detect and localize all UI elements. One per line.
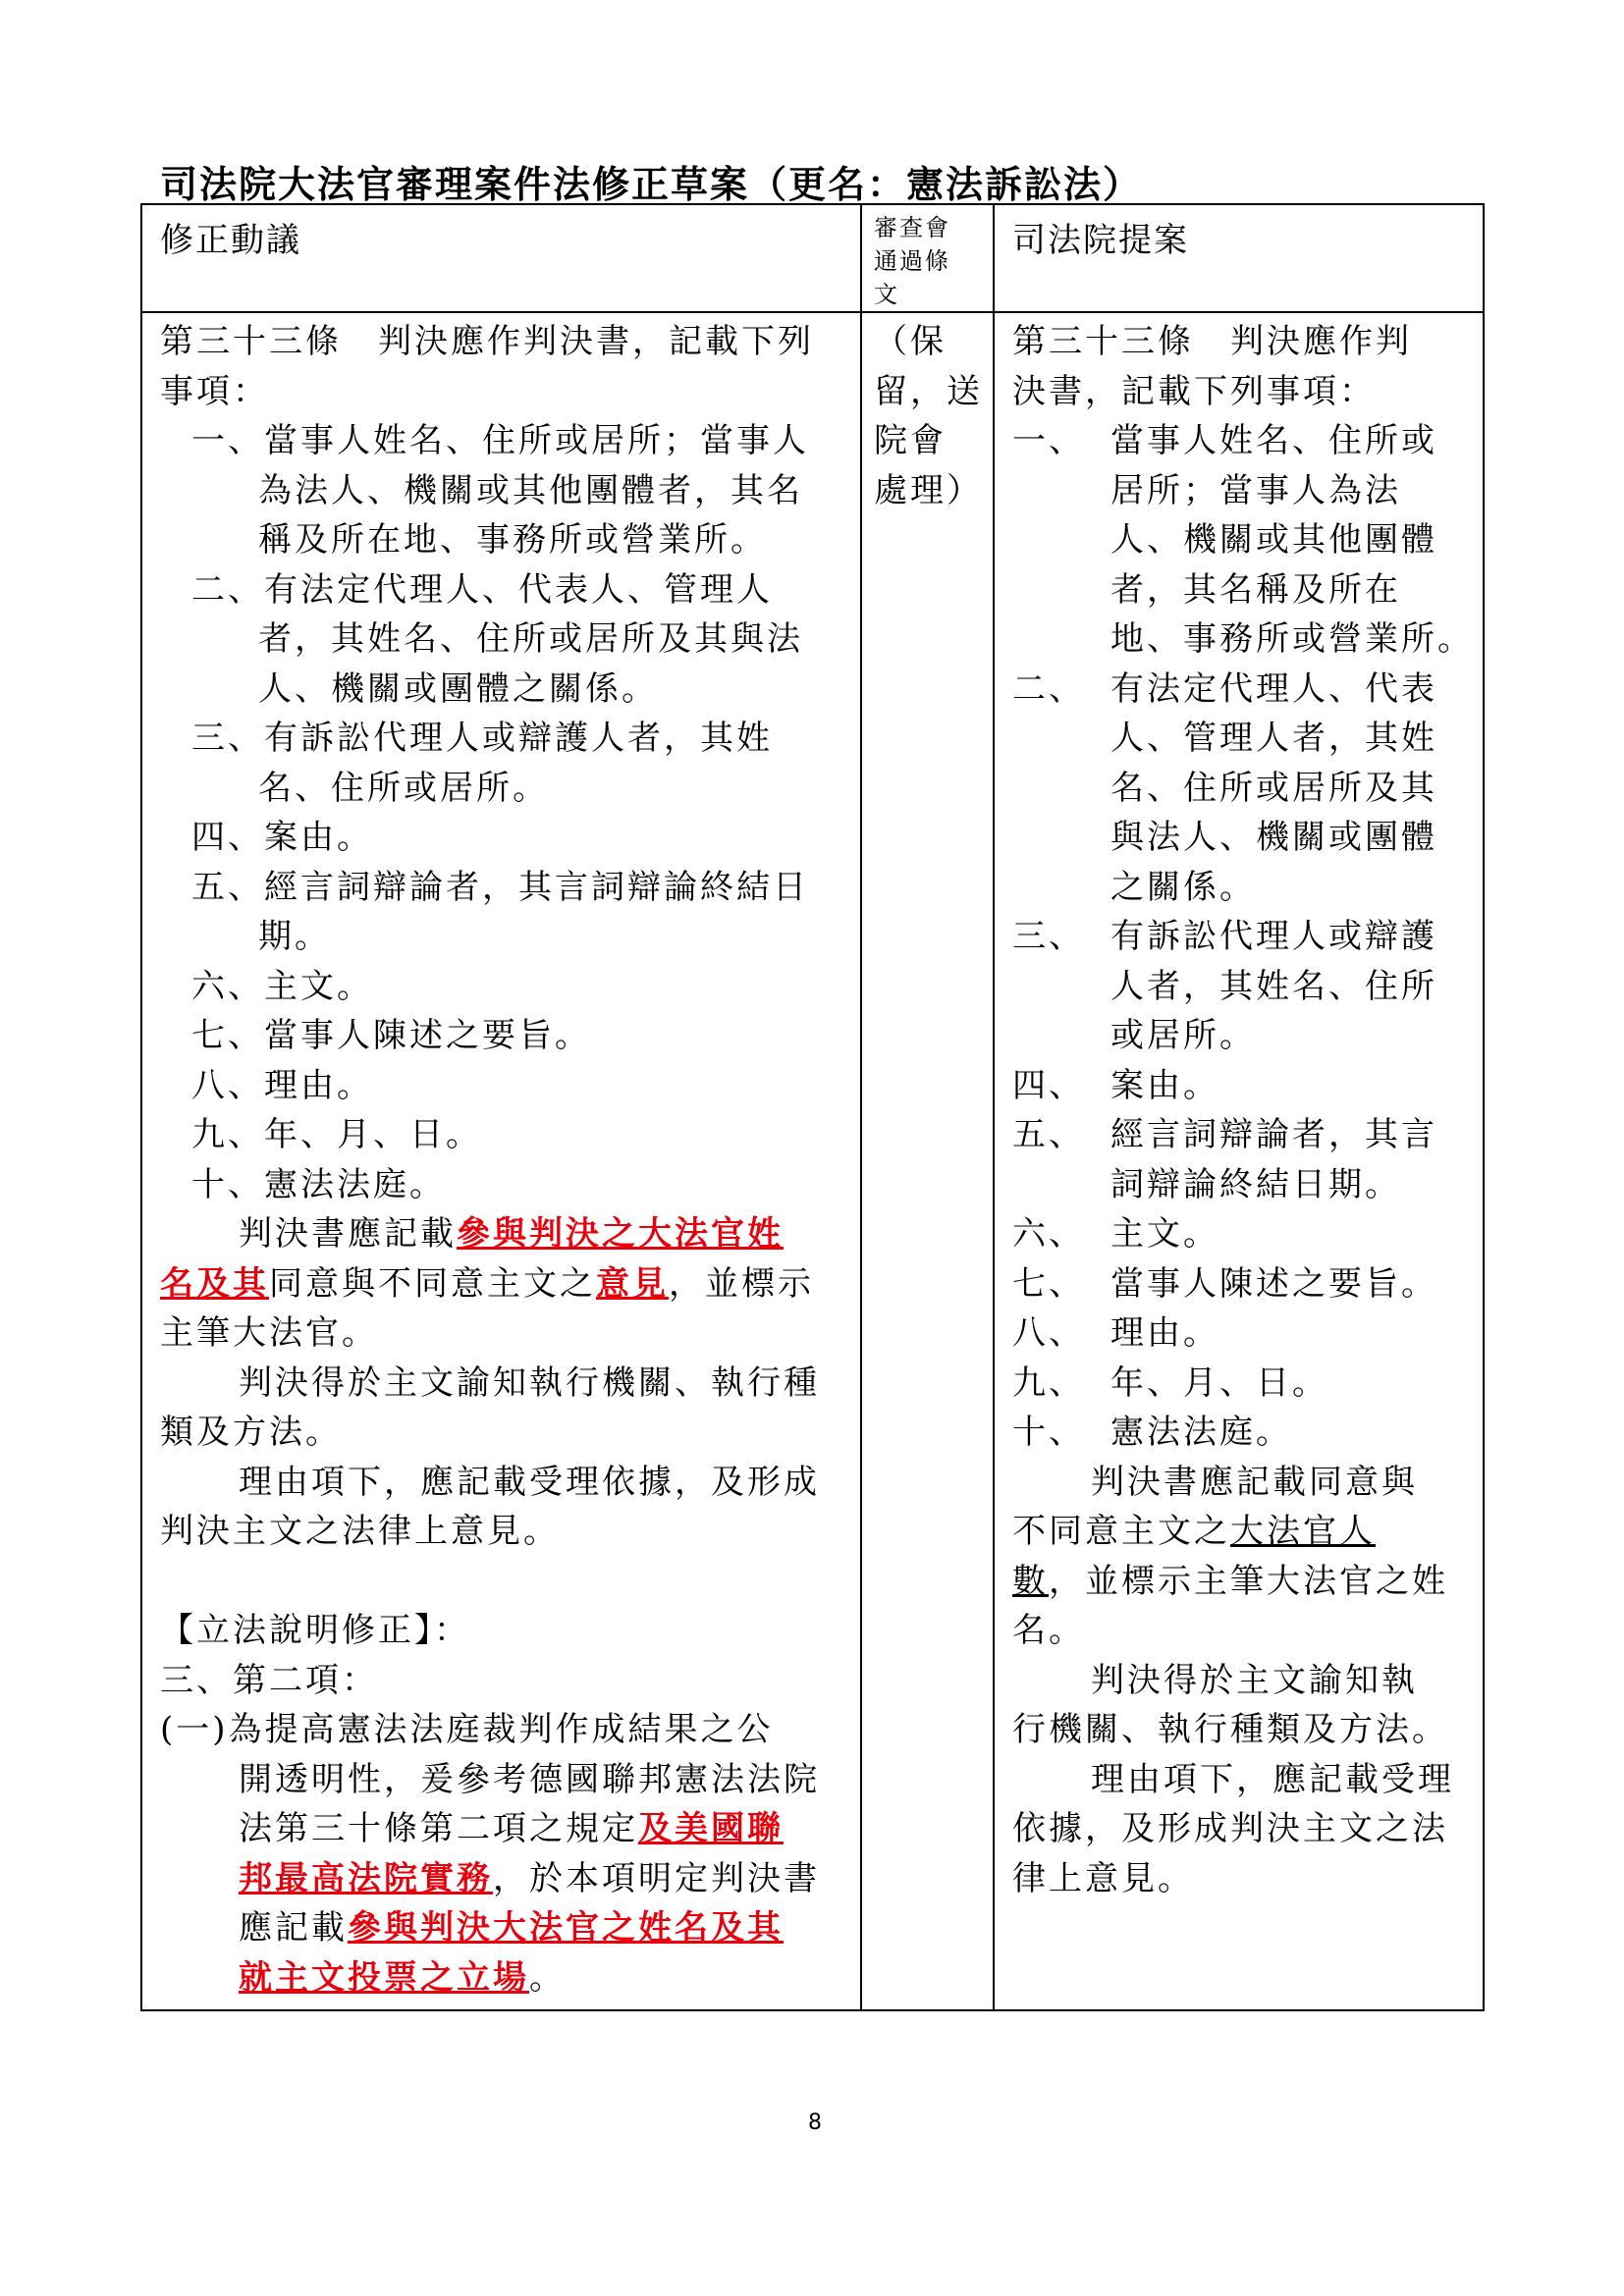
committee-cell: （保 留，送 院會 處理） [861,312,994,2010]
table-body-row [141,312,1484,2010]
header-amendment-label: 修正動議 [160,221,301,260]
comparison-table [140,203,1485,2011]
paragraph-judgment-record: 判決書應記載參與判決之大法官姓 [239,1214,784,1254]
header-judicial-yuan-label: 司法院提案 [1012,221,1189,260]
header-amendment [141,204,861,312]
document-title: 司法院大法官審理案件法修正草案（更名：憲法訴訟法） [160,162,1143,206]
page-number: 8 [808,2110,822,2135]
amendment-cell: 第三十三條 判決應作判決書，記載下列 事項： 一、當事人姓名、住所或居所；當事人 為法人、機關或其他團體者，其名 稱及所在地、事務所或營業所。 二、有法定代理人、代表人、管理人 者，其姓名、住所或居所及其與法 人、機關或團體之關係。 三、有訴訟代理人或辯護人者，其姓 名、住所或居所。 四、案由。 五、經言詞辯論者，其言詞辯論終結日 期。 六、主文。 七、當事人陳述之要旨。 八、理由。 九、年、月、日。 十、憲法法庭。 判決書應記載參與判決之大法官姓 名及其同意與不同意主文之意見，並標示 主筆大法官。 判決得於主文諭知執行機關、執行種 類及方法。 理由項下，應記載受理依據，及形成 判決主文之法律上意見。 【立法說明修正】： 三、第二項： (一)為提高憲法法庭裁判作成結果之公 開透明性，爰參考德國聯邦憲法法院 法第三十條第二項之規定及美國聯 邦最高法院實務，於本項明定判決書 應記載參與判決大法官之姓名及其 就主文投票之立場。 [141,312,861,2010]
legislative-note-heading: 【立法說明修正】： [160,1611,470,1650]
table-header-row [141,204,1484,312]
header-judicial-yuan [994,204,1484,312]
header-committee [861,204,994,312]
judicial-yuan-cell: 第三十三條 判決應作判 決書，記載下列事項： 一、 當事人姓名、住所或 居所；當事人為法 人、機關或其他團體 者，其名稱及所在 地、事務所或營業所。 二、 有法定代理人、代表 人、管理人者，其姓 名、住所或居所及其 與法人、機關或團體 之關係。 三、 有訴訟代理人或辯護 人者，其姓名、住所 或居所。 四、 案由。 五、 經言詞辯論者，其言 詞辯論終結日期。 六、 主文。 七、 當事人陳述之要旨。 八、 理由。 九、 年、月、日。 十、 憲法法庭。 判決書應記載同意與 不同意主文之大法官人 數，並標示主筆大法官之姓 名。 判決得於主文諭知執 行機關、執行種類及方法。 理由項下，應記載受理 依據，及形成判決主文之法 律上意見。 [994,312,1484,2010]
header-committee-label: 審查會 通過條 文 [874,214,950,308]
